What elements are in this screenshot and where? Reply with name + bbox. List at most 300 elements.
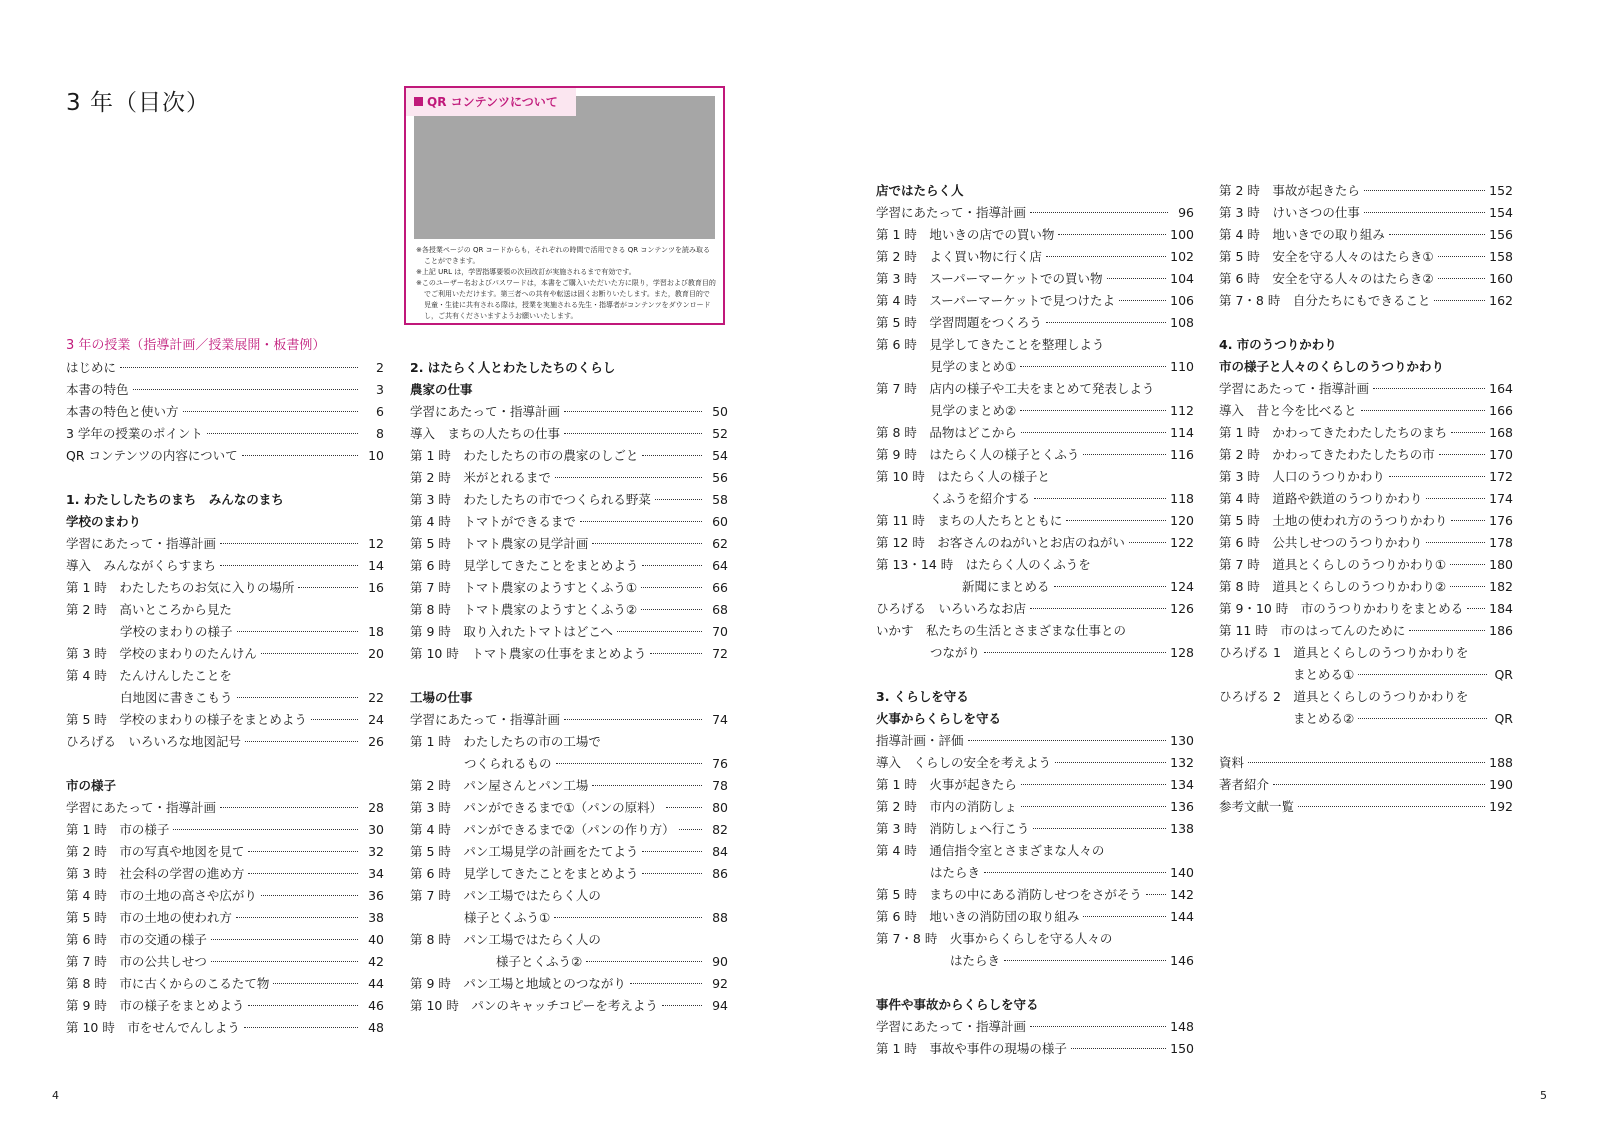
toc-entry xyxy=(876,818,1194,840)
toc-entry xyxy=(1219,576,1513,598)
section-heading: 2. はたらく人とわたしたちのくらし xyxy=(410,360,616,375)
toc-entry-label: 第 1 時 わたしたちの市の農家のしごと xyxy=(410,448,639,463)
toc-entry-label: 資料 xyxy=(1219,755,1245,770)
leader-dots xyxy=(1034,498,1166,499)
toc-page-number: 50 xyxy=(712,404,728,419)
leader-dots xyxy=(1361,410,1486,411)
leader-dots xyxy=(1055,762,1166,763)
toc-page-number: 186 xyxy=(1489,623,1513,638)
toc-entry xyxy=(1219,268,1513,290)
toc-page-number: 118 xyxy=(1170,491,1194,506)
toc-page-number: 184 xyxy=(1489,601,1513,616)
toc-entry-label: 様子とくふう① xyxy=(464,910,551,925)
toc-entry xyxy=(876,862,1194,884)
toc-entry xyxy=(876,510,1194,532)
spacer xyxy=(1219,730,1513,752)
toc-entry-label: ひろげる いろいろな地図記号 xyxy=(66,734,242,749)
leader-dots xyxy=(1020,410,1166,411)
toc-entry-label: はじめに xyxy=(66,360,117,375)
toc-entry xyxy=(1219,290,1513,312)
toc-page-number: 122 xyxy=(1170,535,1194,550)
leader-dots xyxy=(564,719,702,720)
toc-page-number: 3 xyxy=(376,382,384,397)
toc-entry-label: 第 9 時 パン工場と地域とのつながり xyxy=(410,976,626,991)
toc-entry xyxy=(66,357,384,379)
toc-page-number: 32 xyxy=(368,844,384,859)
toc-page-number: 70 xyxy=(712,624,728,639)
toc-entry xyxy=(66,555,384,577)
toc-page-number: 92 xyxy=(712,976,728,991)
toc-entry xyxy=(410,775,728,797)
square-bullet-icon xyxy=(414,97,423,106)
toc-entry xyxy=(66,907,384,929)
toc-entry xyxy=(410,797,728,819)
toc-page-number: 28 xyxy=(368,800,384,815)
toc-entry xyxy=(66,819,384,841)
toc-entry xyxy=(66,841,384,863)
toc-entry-text: 第 10 時 はたらく人の様子と xyxy=(876,469,1050,484)
toc-page-number: 104 xyxy=(1170,271,1194,286)
section-heading: 市の様子と人々のくらしのうつりかわり xyxy=(1219,359,1445,374)
toc-entry xyxy=(876,752,1194,774)
spacer xyxy=(1219,312,1513,334)
toc-page-number: 160 xyxy=(1489,271,1513,286)
leader-dots xyxy=(207,433,358,434)
toc-entry-label: はたらき xyxy=(930,865,981,880)
toc-page-number: 46 xyxy=(368,998,384,1013)
toc-page-number: 102 xyxy=(1170,249,1194,264)
section-heading: 1. わたししたちのまち みんなのまち xyxy=(66,492,284,507)
leader-dots xyxy=(220,807,358,808)
leader-dots xyxy=(586,961,702,962)
toc-page-number: 182 xyxy=(1489,579,1513,594)
toc-column-2 xyxy=(410,357,728,1017)
qr-heading-text: QR コンテンツについて xyxy=(427,95,558,109)
toc-entry xyxy=(410,709,728,731)
toc-entry-label: 第 2 時 市の写真や地図を見て xyxy=(66,844,245,859)
toc-entry-label: 第 5 時 市の土地の使われ方 xyxy=(66,910,232,925)
toc-entry-label: 様子とくふう② xyxy=(496,954,583,969)
toc-entry-label: 見学のまとめ② xyxy=(930,403,1017,418)
leader-dots xyxy=(244,1027,358,1028)
toc-entry-text: ひろげる 2 道具とくらしのうつりかわりを xyxy=(1219,689,1469,704)
toc-entry-label: 学習にあたって・指導計画 xyxy=(876,1019,1027,1034)
leader-dots xyxy=(984,652,1166,653)
toc-page-number: 162 xyxy=(1489,293,1513,308)
page-number-left: 4 xyxy=(52,1089,59,1102)
toc-page-number: 16 xyxy=(368,580,384,595)
toc-entry-label: まとめる② xyxy=(1293,711,1355,726)
toc-page-number: 134 xyxy=(1170,777,1194,792)
leader-dots xyxy=(1030,212,1168,213)
toc-page-number: 148 xyxy=(1170,1019,1194,1034)
toc-page-number: 6 xyxy=(376,404,384,419)
leader-dots xyxy=(311,719,358,720)
toc-entry-label: 白地図に書きこもう xyxy=(120,690,233,705)
toc-entry xyxy=(410,621,728,643)
leader-dots xyxy=(173,829,358,830)
leader-dots xyxy=(245,741,358,742)
leader-dots xyxy=(642,873,702,874)
toc-entry-text: 第 2 時 高いところから見た xyxy=(66,602,232,617)
section-heading: 事件や事故からくらしを守る xyxy=(876,997,1039,1012)
toc-entry xyxy=(876,884,1194,906)
toc-page-number: 94 xyxy=(712,998,728,1013)
leader-dots xyxy=(1083,454,1166,455)
toc-page-number: 114 xyxy=(1170,425,1194,440)
leader-dots xyxy=(1083,916,1166,917)
toc-page-number: 152 xyxy=(1489,183,1513,198)
leader-dots xyxy=(1004,960,1166,961)
toc-entry xyxy=(876,532,1194,554)
toc-page-number: 78 xyxy=(712,778,728,793)
toc-entry xyxy=(66,951,384,973)
toc-entry xyxy=(410,423,728,445)
toc-entry xyxy=(66,687,384,709)
leader-dots xyxy=(984,872,1166,873)
toc-entry-label: くふうを紹介する xyxy=(930,491,1031,506)
toc-page-number: QR xyxy=(1494,667,1513,682)
toc-entry-label: 第 2 時 市内の消防しょ xyxy=(876,799,1017,814)
toc-entry-label: 第 3 時 社会科の学習の進め方 xyxy=(66,866,245,881)
toc-entry xyxy=(876,906,1194,928)
toc-entry xyxy=(66,1017,384,1039)
leader-dots xyxy=(1364,190,1485,191)
toc-entry-label: 第 5 時 トマト農家の見学計画 xyxy=(410,536,589,551)
toc-entry xyxy=(876,356,1194,378)
leader-dots xyxy=(666,807,702,808)
leader-dots xyxy=(1046,322,1166,323)
toc-page-number: 132 xyxy=(1170,755,1194,770)
toc-entry-label: 学習にあたって・指導計画 xyxy=(410,712,561,727)
leader-dots xyxy=(642,455,702,456)
toc-entry-label: 導入 昔と今を比べると xyxy=(1219,403,1357,418)
toc-entry xyxy=(410,599,728,621)
leader-dots xyxy=(1434,300,1485,301)
toc-page-number: 80 xyxy=(712,800,728,815)
toc-entry xyxy=(66,995,384,1017)
toc-entry xyxy=(1219,752,1513,774)
toc-page-number: 64 xyxy=(712,558,728,573)
toc-page-number: 20 xyxy=(368,646,384,661)
toc-entry-label: 見学のまとめ① xyxy=(930,359,1017,374)
toc-page-number: 52 xyxy=(712,426,728,441)
leader-dots xyxy=(1146,894,1166,895)
toc-entry xyxy=(876,576,1194,598)
toc-entry-label: 第 6 時 見学してきたことをまとめよう xyxy=(410,866,639,881)
qr-placeholder-image-top xyxy=(582,96,715,117)
toc-entry-label: 第 10 時 パンのキャッチコピーを考えよう xyxy=(410,998,658,1013)
toc-entry-label: 第 3 時 パンができるまで①（パンの原料） xyxy=(410,800,663,815)
toc-entry xyxy=(1219,554,1513,576)
leader-dots xyxy=(1451,432,1485,433)
toc-page-number: 172 xyxy=(1489,469,1513,484)
toc-entry xyxy=(1219,708,1513,730)
toc-entry-label: 導入 まちの人たちの仕事 xyxy=(410,426,561,441)
leader-dots xyxy=(220,565,358,566)
toc-page-number: 62 xyxy=(712,536,728,551)
toc-entry xyxy=(410,951,728,973)
leader-dots xyxy=(1364,212,1485,213)
toc-entry-label: 3 学年の授業のポイント xyxy=(66,426,203,441)
toc-entry xyxy=(876,422,1194,444)
toc-page-number: 180 xyxy=(1489,557,1513,572)
toc-entry xyxy=(1219,466,1513,488)
leader-dots xyxy=(1119,300,1166,301)
toc-page-number: 120 xyxy=(1170,513,1194,528)
leader-dots xyxy=(592,543,702,544)
toc-entry-label: 導入 みんながくらすまち xyxy=(66,558,217,573)
toc-entry-text: 第 8 時 パン工場ではたらく人の xyxy=(410,932,601,947)
toc-entry-label: 第 1 時 地いきの店での買い物 xyxy=(876,227,1055,242)
toc-entry-label: 第 6 時 地いきの消防団の取り組み xyxy=(876,909,1080,924)
toc-entry-label: 第 3 時 わたしたちの市でつくられる野菜 xyxy=(410,492,651,507)
toc-column-4 xyxy=(1219,180,1513,818)
toc-entry xyxy=(410,863,728,885)
toc-column-1 xyxy=(66,335,384,1039)
toc-entry xyxy=(66,709,384,731)
leader-dots xyxy=(1389,476,1485,477)
leader-dots xyxy=(564,411,702,412)
toc-page-number: 82 xyxy=(712,822,728,837)
leader-dots xyxy=(641,587,702,588)
toc-entry xyxy=(1219,488,1513,510)
toc-entry xyxy=(876,642,1194,664)
toc-entry-label: 新聞にまとめる xyxy=(962,579,1050,594)
section-heading: 店ではたらく人 xyxy=(876,183,964,198)
toc-entry-label: 著者紹介 xyxy=(1219,777,1270,792)
toc-entry-label: つくられるもの xyxy=(464,756,552,771)
toc-entry-label: 第 3 時 スーパーマーケットでの買い物 xyxy=(876,271,1103,286)
leader-dots xyxy=(642,565,702,566)
toc-entry-label: 第 4 時 スーパーマーケットで見つけたよ xyxy=(876,293,1116,308)
toc-entry xyxy=(66,621,384,643)
leader-dots xyxy=(554,917,702,918)
leader-dots xyxy=(1021,784,1166,785)
toc-entry xyxy=(876,268,1194,290)
toc-entry-label: 第 1 時 わたしたちのお気に入りの場所 xyxy=(66,580,295,595)
toc-entry-label: 第 5 時 安全を守る人々のはたらき① xyxy=(1219,249,1434,264)
toc-page-number: 154 xyxy=(1489,205,1513,220)
toc-entry-label: 導入 くらしの安全を考えよう xyxy=(876,755,1052,770)
section-heading: 市の様子 xyxy=(66,778,117,793)
toc-page-number: 8 xyxy=(376,426,384,441)
toc-page-number: 170 xyxy=(1489,447,1513,462)
section-heading: 火事からくらしを守る xyxy=(876,711,1002,726)
toc-page-number: 116 xyxy=(1170,447,1194,462)
toc-entry xyxy=(1219,400,1513,422)
toc-page-number: 106 xyxy=(1170,293,1194,308)
toc-entry xyxy=(876,488,1194,510)
leader-dots xyxy=(662,1005,702,1006)
toc-entry xyxy=(876,444,1194,466)
leader-dots xyxy=(1021,432,1166,433)
toc-page-number: 68 xyxy=(712,602,728,617)
toc-page-number: 142 xyxy=(1170,887,1194,902)
toc-entry-label: 学習にあたって・指導計画 xyxy=(66,800,217,815)
toc-page-number: 124 xyxy=(1170,579,1194,594)
toc-page-number: 190 xyxy=(1489,777,1513,792)
leader-dots xyxy=(580,521,702,522)
toc-entry-text: 第 7 時 パン工場ではたらく人の xyxy=(410,888,601,903)
leader-dots xyxy=(655,499,702,500)
toc-entry-label: 第 1 時 かわってきたわたしたちのまち xyxy=(1219,425,1448,440)
leader-dots xyxy=(1071,1048,1166,1049)
leader-dots xyxy=(248,873,358,874)
toc-entry xyxy=(410,841,728,863)
toc-entry-label: 第 2 時 パン屋さんとパン工場 xyxy=(410,778,589,793)
toc-entry xyxy=(876,224,1194,246)
toc-entry-label: 第 9 時 取り入れたトマトはどこへ xyxy=(410,624,613,639)
toc-entry-label: 参考文献一覧 xyxy=(1219,799,1295,814)
toc-entry xyxy=(66,577,384,599)
qr-placeholder-image xyxy=(414,96,715,239)
toc-entry-text: 第 7・8 時 火事からくらしを守る人々の xyxy=(876,931,1113,946)
leader-dots xyxy=(650,653,702,654)
leader-dots xyxy=(1451,520,1485,521)
toc-page-number: 74 xyxy=(712,712,728,727)
leader-dots xyxy=(1066,520,1166,521)
toc-entry-label: 第 4 時 地いきでの取り組み xyxy=(1219,227,1385,242)
toc-entry xyxy=(410,819,728,841)
toc-entry xyxy=(1219,224,1513,246)
leader-dots xyxy=(1107,278,1167,279)
leader-dots xyxy=(630,983,702,984)
leader-dots xyxy=(133,389,358,390)
toc-entry-label: 第 3 時 消防しょへ行こう xyxy=(876,821,1030,836)
toc-entry-text: 第 1 時 わたしたちの市の工場で xyxy=(410,734,601,749)
toc-entry-label: 学習にあたって・指導計画 xyxy=(66,536,217,551)
toc-entry xyxy=(66,731,384,753)
toc-entry-text: 第 6 時 見学してきたことを整理しよう xyxy=(876,337,1105,352)
toc-entry xyxy=(410,489,728,511)
toc-entry-label: QR コンテンツの内容について xyxy=(66,448,238,463)
toc-page-number: 2 xyxy=(376,360,384,375)
leader-dots xyxy=(1358,718,1487,719)
toc-page-number: QR xyxy=(1494,711,1513,726)
toc-entry-text: 第 4 時 通信指令室とさまざまな人々の xyxy=(876,843,1105,858)
toc-entry xyxy=(410,401,728,423)
toc-entry xyxy=(66,533,384,555)
leader-dots xyxy=(248,1005,358,1006)
toc-entry xyxy=(1219,202,1513,224)
toc-entry-label: 第 11 時 市のはってんのために xyxy=(1219,623,1406,638)
leader-dots xyxy=(968,740,1167,741)
toc-entry-label: 第 3 時 人口のうつりかわり xyxy=(1219,469,1385,484)
toc-entry-label: 第 9・10 時 市のうつりかわりをまとめる xyxy=(1219,601,1464,616)
leader-dots xyxy=(248,851,358,852)
qr-note: ※上記 URL は，学習指導要領の次回改訂が実施されるまで有効です。 xyxy=(416,268,636,276)
toc-entry-label: 第 4 時 道路や鉄道のうつりかわり xyxy=(1219,491,1423,506)
leader-dots xyxy=(1054,586,1167,587)
toc-entry xyxy=(410,643,728,665)
toc-entry-text: ひろげる 1 道具とくらしのうつりかわりを xyxy=(1219,645,1469,660)
toc-page-number: 112 xyxy=(1170,403,1194,418)
toc-entry-label: 第 7・8 時 自分たちにもできること xyxy=(1219,293,1431,308)
toc-page-number: 26 xyxy=(368,734,384,749)
toc-entry-label: 第 8 時 市に古くからのこるたて物 xyxy=(66,976,270,991)
leader-dots xyxy=(211,939,358,940)
toc-page-number: 10 xyxy=(368,448,384,463)
leader-dots xyxy=(1358,674,1487,675)
toc-entry-label: 第 7 時 トマト農家のようすとくふう① xyxy=(410,580,638,595)
toc-page-number: 22 xyxy=(368,690,384,705)
leader-dots xyxy=(1030,1026,1166,1027)
toc-entry-label: はたらき xyxy=(950,953,1001,968)
toc-entry-label: 第 1 時 火事が起きたら xyxy=(876,777,1017,792)
toc-entry-label: 第 5 時 パン工場見学の計画をたてよう xyxy=(410,844,639,859)
leader-dots xyxy=(1298,806,1485,807)
toc-page-number: 192 xyxy=(1489,799,1513,814)
toc-page-number: 86 xyxy=(712,866,728,881)
section-heading: 工場の仕事 xyxy=(410,690,473,705)
leader-dots xyxy=(1248,762,1485,763)
toc-entry-label: 第 10 時 市をせんでんしよう xyxy=(66,1020,240,1035)
toc-entry-label: 第 4 時 パンができるまで②（パンの作り方） xyxy=(410,822,675,837)
leader-dots xyxy=(1450,586,1485,587)
toc-entry-label: 第 6 時 見学してきたことをまとめよう xyxy=(410,558,639,573)
toc-page-number: 178 xyxy=(1489,535,1513,550)
toc-entry xyxy=(66,643,384,665)
toc-entry-label: 第 8 時 道具とくらしのうつりかわり② xyxy=(1219,579,1447,594)
toc-entry-text: 第 4 時 たんけんしたことを xyxy=(66,668,232,683)
toc-page-number: 88 xyxy=(712,910,728,925)
toc-entry xyxy=(876,1016,1194,1038)
toc-entry-label: 第 10 時 トマト農家の仕事をまとめよう xyxy=(410,646,647,661)
toc-column-3 xyxy=(876,180,1194,1060)
leader-dots xyxy=(242,455,358,456)
toc-entry xyxy=(1219,532,1513,554)
leader-dots xyxy=(1129,542,1166,543)
toc-entry-text: いかす 私たちの生活とさまざまな仕事との xyxy=(876,623,1127,638)
toc-entry-label: 第 2 時 よく買い物に行く店 xyxy=(876,249,1042,264)
toc-page-number: 140 xyxy=(1170,865,1194,880)
toc-entry-label: 第 8 時 トマト農家のようすとくふう② xyxy=(410,602,638,617)
toc-page-number: 130 xyxy=(1170,733,1194,748)
leader-dots xyxy=(1438,256,1486,257)
toc-page-number: 56 xyxy=(712,470,728,485)
toc-entry-label: つながり xyxy=(930,645,981,660)
leader-dots xyxy=(236,917,358,918)
toc-entry xyxy=(410,533,728,555)
leader-dots xyxy=(1030,608,1166,609)
toc-page-number: 164 xyxy=(1489,381,1513,396)
toc-entry xyxy=(66,863,384,885)
toc-entry xyxy=(410,753,728,775)
toc-page-number: 126 xyxy=(1170,601,1194,616)
toc-entry-label: 第 7 時 道具とくらしのうつりかわり① xyxy=(1219,557,1447,572)
toc-page-number: 188 xyxy=(1489,755,1513,770)
section-heading: 3. くらしを守る xyxy=(876,689,969,704)
toc-page-number: 58 xyxy=(712,492,728,507)
toc-entry xyxy=(66,445,384,467)
leader-dots xyxy=(592,785,702,786)
leader-dots xyxy=(617,631,702,632)
toc-entry xyxy=(1219,246,1513,268)
toc-page-number: 136 xyxy=(1170,799,1194,814)
toc-page-number: 24 xyxy=(368,712,384,727)
toc-entry-label: 第 4 時 トマトができるまで xyxy=(410,514,576,529)
toc-entry xyxy=(876,796,1194,818)
toc-entry-label: ひろげる いろいろなお店 xyxy=(876,601,1027,616)
toc-entry xyxy=(876,400,1194,422)
spacer xyxy=(410,665,728,687)
toc-entry-label: 学習にあたって・指導計画 xyxy=(1219,381,1370,396)
toc-page-number: 176 xyxy=(1489,513,1513,528)
toc-page-number: 44 xyxy=(368,976,384,991)
toc-entry-label: 第 11 時 まちの人たちとともに xyxy=(876,513,1063,528)
toc-entry-text: 第 13・14 時 はたらく人のくふうを xyxy=(876,557,1091,572)
